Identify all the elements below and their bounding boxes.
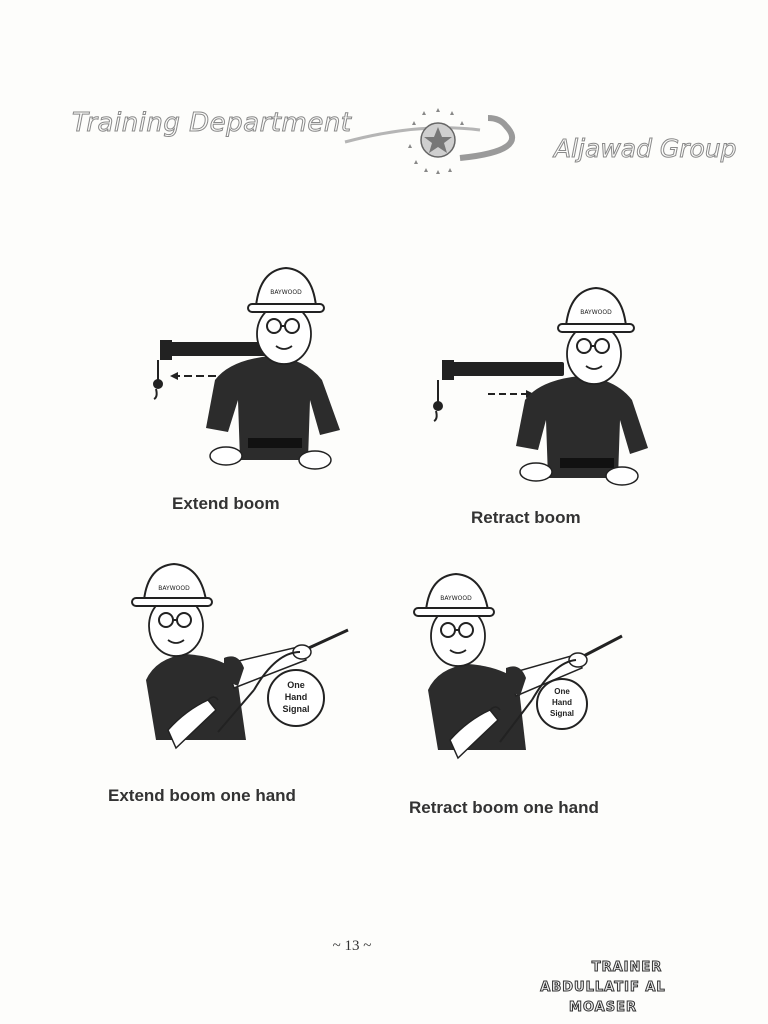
signal-note-line: One: [287, 680, 305, 690]
header-aljawad-group: Aljawad Group: [554, 134, 737, 163]
caption-extend-boom-one-hand: Extend boom one hand: [108, 786, 296, 805]
helmet-text: BAYWOOD: [270, 289, 302, 296]
signal-note-line: Signal: [549, 709, 575, 718]
trainer-title: TRAINER: [591, 960, 663, 975]
extend-boom-one-hand-illustration: [126, 560, 356, 770]
helmet-text: BAYWOOD: [580, 309, 612, 316]
caption-retract-boom-one-hand: Retract boom one hand: [409, 798, 599, 817]
page-number: ~ 13 ~: [332, 938, 372, 954]
caption-extend-boom: Extend boom: [172, 494, 280, 513]
signal-note-line: Signal: [282, 704, 310, 714]
trainer-stamp: [508, 958, 698, 1018]
header-training-department: Training Department: [72, 108, 352, 138]
extend-boom-illustration: [140, 260, 350, 480]
caption-retract-boom: Retract boom: [471, 508, 581, 527]
retract-boom-one-hand-illustration: [412, 570, 642, 780]
signal-note-line: One: [554, 687, 570, 696]
retract-boom-illustration: [430, 278, 650, 498]
company-logo-icon: [330, 96, 530, 182]
trainer-name: ABDULLATIF AL MOASER: [540, 980, 666, 1015]
signal-note-line: Hand: [284, 692, 308, 702]
signal-note-line: Hand: [552, 698, 572, 707]
helmet-text: BAYWOOD: [440, 595, 472, 602]
helmet-text: BAYWOOD: [158, 585, 190, 592]
